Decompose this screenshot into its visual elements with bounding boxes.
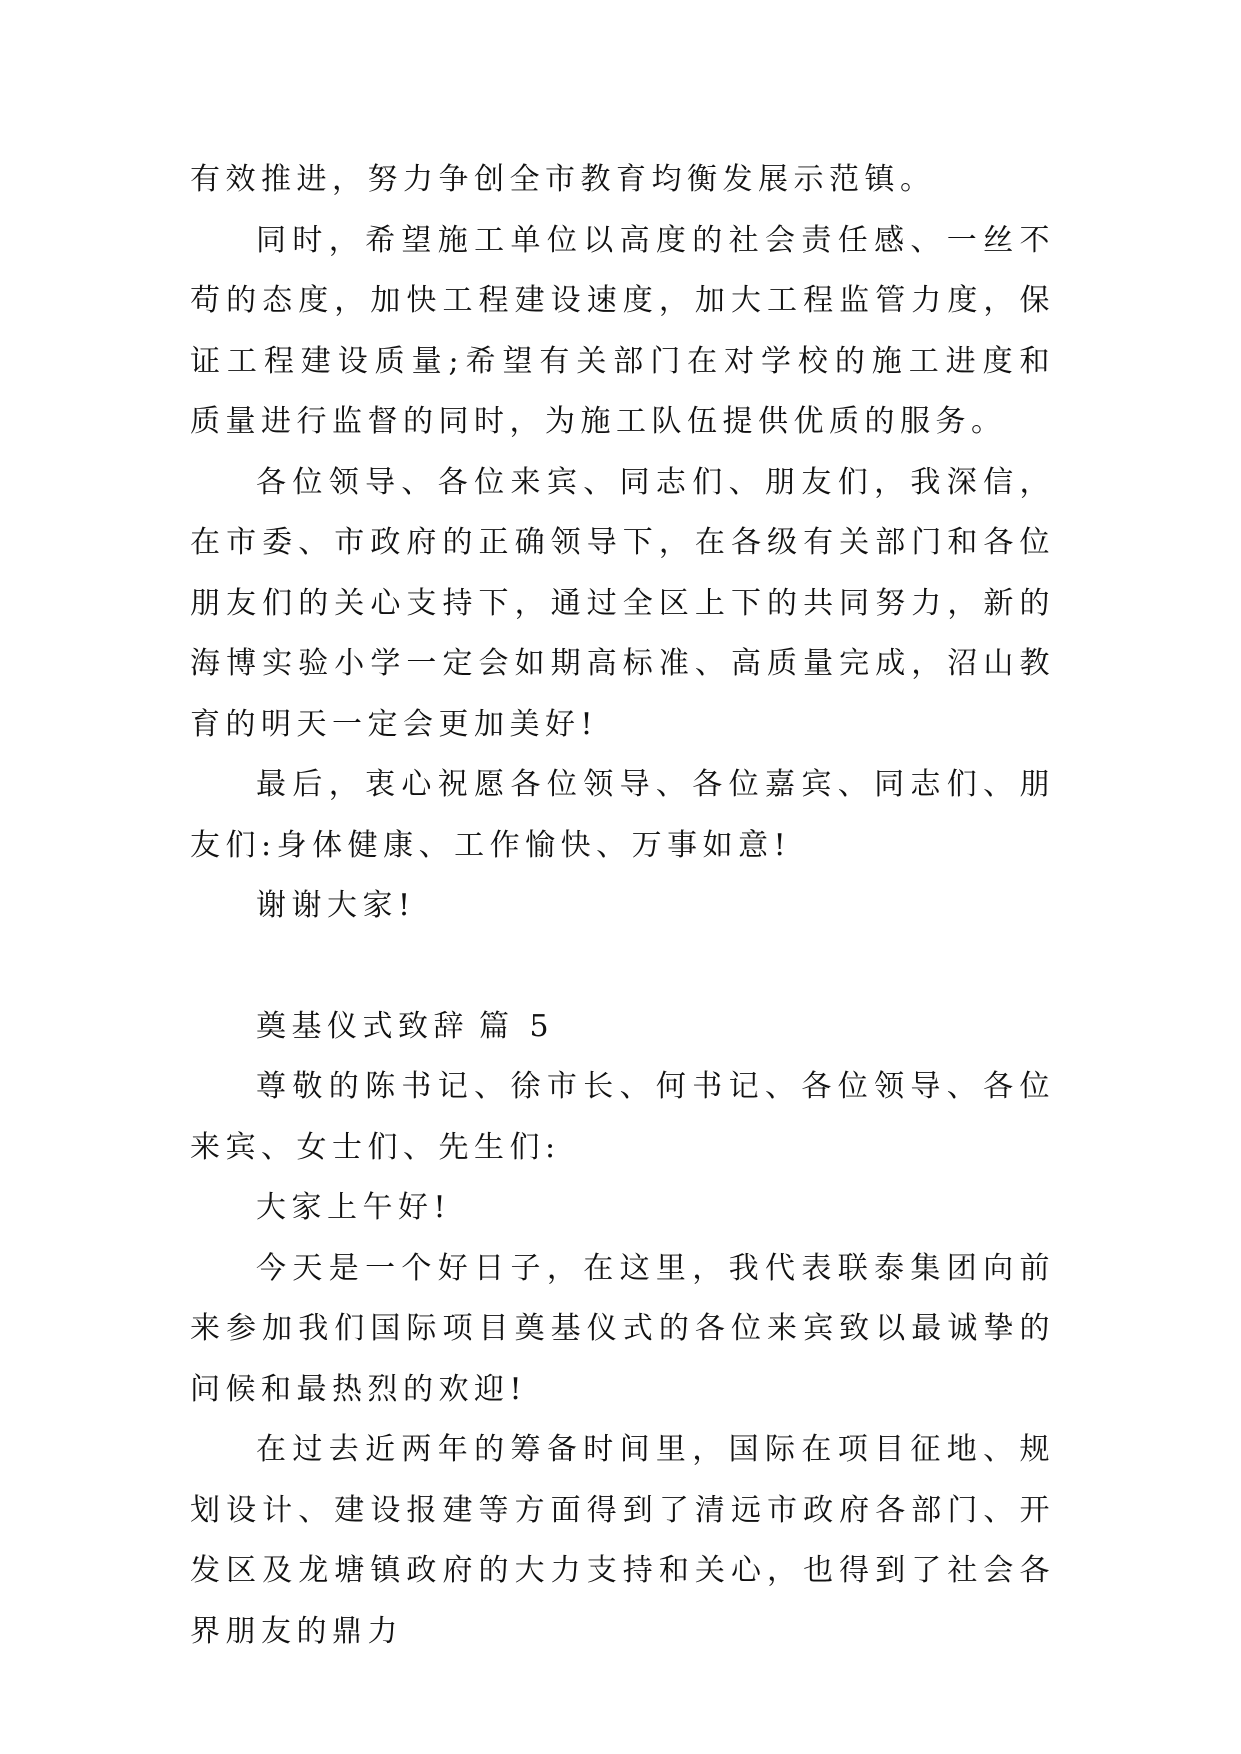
section-heading	[190, 997, 1055, 1058]
paragraph-welcome: 今天是一个好日子，在这里，我代表联泰集团向前来参加我们国际项目奠基仪式的各位来宾致以最诚挚的问候和最热烈的欢迎!	[190, 1250, 1055, 1407]
section-spacer	[190, 937, 1055, 997]
paragraph-salutation: 尊敬的陈书记、徐市长、何书记、各位领导、各位来宾、女士们、先生们:	[190, 1069, 1055, 1165]
paragraph-greeting: 大家上午好!	[256, 1190, 452, 1225]
paragraph-closing-wishes: 最后，衷心祝愿各位领导、各位嘉宾、同志们、朋友们:身体健康、工作愉快、万事如意!	[190, 767, 1055, 863]
paragraph-confidence: 各位领导、各位来宾、同志们、朋友们，我深信，在市委、市政府的正确领导下，在各级有关部门和各位朋友们的关心支持下，通过全区上下的共同努力，新的海博实验小学一定会如期高标准、高质量完成，沼山教育的明天一定会更加美好!	[190, 464, 1055, 742]
document-body	[190, 150, 1055, 1662]
paragraph-thanks: 谢谢大家!	[256, 888, 416, 923]
section-heading-number: 篇 5	[479, 1008, 555, 1044]
paragraph-construction-wishes: 同时，希望施工单位以高度的社会责任感、一丝不苟的态度，加快工程建设速度，加大工程监管力度，保证工程建设质量;希望有关部门在对学校的施工进度和质量进行监督的同时，为施工队伍提供优质的服务。	[190, 222, 1055, 439]
paragraph-continuation: 有效推进，努力争创全市教育均衡发展示范镇。	[190, 162, 936, 197]
paragraph-preparation: 在过去近两年的筹备时间里，国际在项目征地、规划设计、建设报建等方面得到了清远市政府各部门、开发区及龙塘镇政府的大力支持和关心，也得到了社会各界朋友的鼎力	[190, 1432, 1055, 1649]
section-heading-title: 奠基仪式致辞	[256, 1008, 469, 1044]
